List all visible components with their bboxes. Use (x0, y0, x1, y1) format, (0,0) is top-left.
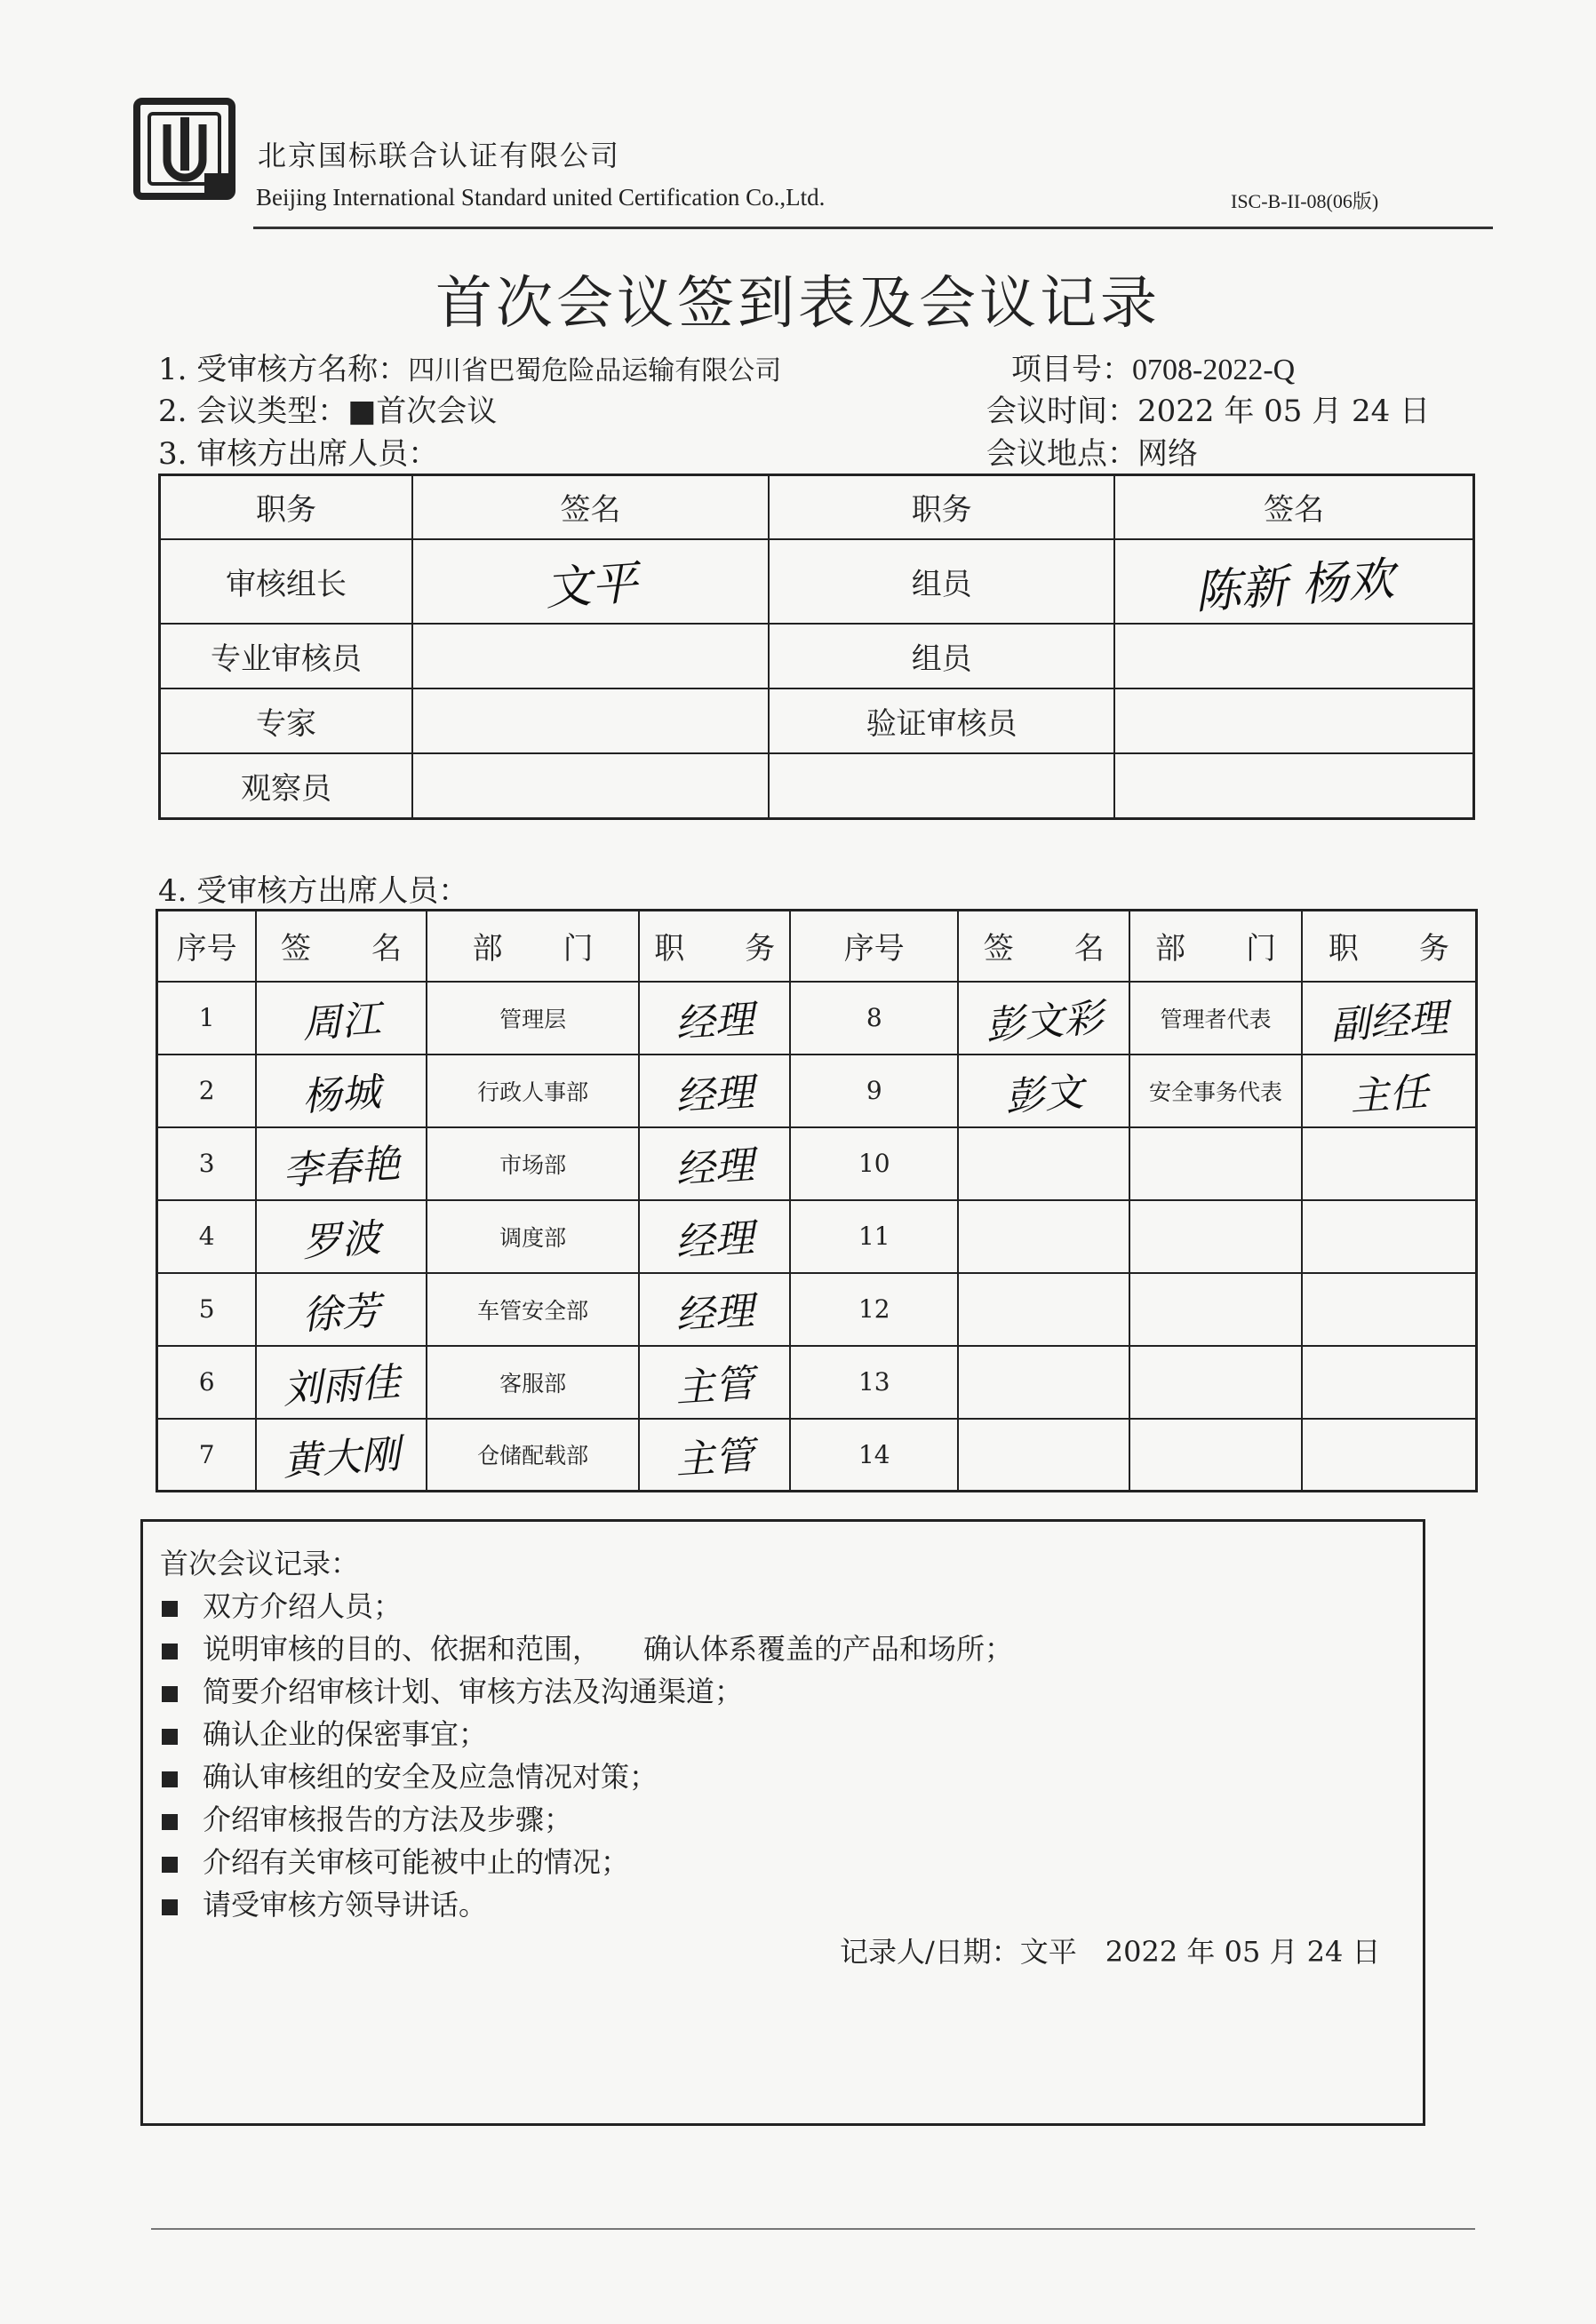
position-cell (639, 982, 790, 1055)
auditee-table-header (157, 911, 1477, 982)
header-cell: 签名 (1114, 475, 1473, 539)
table-row (160, 624, 1474, 688)
number-cell: 9 (790, 1055, 958, 1127)
auditee-name-value: 四川省巴蜀危险品运输有限公司 (408, 355, 782, 386)
record-list-item (162, 1840, 629, 1881)
record-item-text: 介绍审核报告的方法及步骤； (203, 1803, 573, 1836)
department-cell: 安全事务代表 (1129, 1055, 1302, 1127)
number-cell: 10 (790, 1127, 958, 1200)
signature: 彭文 (1003, 1069, 1085, 1120)
signature-cell (256, 1273, 427, 1346)
signature: 刘雨佳 (281, 1358, 402, 1413)
signature-cell (256, 1055, 427, 1127)
bullet-square-icon (162, 1814, 178, 1830)
department-cell (1129, 1419, 1302, 1492)
record-item-text: 确认企业的保密事宜； (203, 1717, 488, 1751)
signature-cell (412, 753, 769, 819)
header-cell: 职 务 (639, 911, 790, 982)
header-cell: 职务 (769, 475, 1114, 539)
role-cell: 审核组长 (160, 539, 412, 624)
auditor-table-header (160, 475, 1474, 539)
record-list-item (162, 1797, 572, 1838)
header-cell: 签 名 (256, 911, 427, 982)
header-cell: 部 门 (1129, 911, 1302, 982)
record-item-text: 请受审核方领导讲话。 (203, 1888, 488, 1922)
bullet-square-icon (162, 1899, 178, 1915)
department-cell: 管理者代表 (1129, 982, 1302, 1055)
position-cell (639, 1055, 790, 1127)
auditee-table-body (157, 982, 1477, 1492)
record-list-item (162, 1584, 402, 1625)
project-no-value: 0708-2022-Q (1132, 354, 1296, 386)
meeting-time-value: 2022 年 05 月 24 日 (1137, 394, 1431, 429)
header-cell: 职 务 (1302, 911, 1477, 982)
number-cell: 4 (157, 1200, 257, 1273)
position-handwritten: 经理 (674, 1214, 756, 1266)
department-cell (1129, 1200, 1302, 1273)
header-cell: 部 门 (427, 911, 639, 982)
record-item-text: 简要介绍审核计划、审核方法及沟通渠道； (203, 1675, 744, 1708)
signature-cell (958, 1055, 1129, 1127)
position-cell (639, 1419, 790, 1492)
department-cell (1129, 1346, 1302, 1419)
position-cell (639, 1127, 790, 1200)
meeting-place-line (986, 429, 1198, 473)
role-cell: 组员 (769, 624, 1114, 688)
position-cell (639, 1200, 790, 1273)
role-cell: 组员 (769, 539, 1114, 624)
record-list-item (162, 1755, 658, 1795)
signature: 李春艳 (281, 1140, 402, 1195)
meeting-type-value: 首次会议 (376, 394, 498, 429)
signature: 徐芳 (300, 1287, 383, 1339)
role-cell (769, 753, 1114, 819)
bullet-square-icon (162, 1771, 178, 1787)
company-name-cn: 北京国标联合认证有限公司 (258, 139, 621, 172)
record-item-text: 介绍有关审核可能被中止的情况； (203, 1845, 630, 1879)
role-cell: 观察员 (160, 753, 412, 819)
signature-cell (256, 982, 427, 1055)
signature-cell (256, 1127, 427, 1200)
record-item-text: 双方介绍人员； (203, 1589, 403, 1623)
signature-cell (1114, 539, 1473, 624)
signature-cell (958, 1273, 1129, 1346)
signature-cell (958, 1200, 1129, 1273)
project-no-label: 项目号： (1011, 352, 1132, 387)
bullet-square-icon (162, 1686, 178, 1702)
position-handwritten: 经理 (674, 1287, 756, 1339)
meeting-place-label: 会议地点： (986, 436, 1137, 472)
recorder-label: 记录人/日期： (840, 1935, 1020, 1969)
signature-cell (256, 1346, 427, 1419)
department-cell: 市场部 (427, 1127, 639, 1200)
department-cell: 仓储配载部 (427, 1419, 639, 1492)
signature-cell (256, 1200, 427, 1273)
project-no-line (1011, 345, 1295, 388)
signature: 文平 (542, 555, 639, 617)
department-cell: 客服部 (427, 1346, 639, 1419)
auditee-name-label: 1. 受审核方名称： (158, 352, 409, 387)
position-handwritten: 主管 (674, 1433, 756, 1484)
meeting-place-value: 网络 (1137, 436, 1198, 472)
signature: 彭文彩 (984, 994, 1105, 1049)
number-cell: 3 (157, 1127, 257, 1200)
header-cell: 序号 (790, 911, 958, 982)
position-cell (639, 1273, 790, 1346)
position-handwritten: 经理 (674, 1142, 756, 1193)
meeting-time-label: 会议时间： (986, 394, 1137, 429)
table-row (160, 688, 1474, 753)
signature: 杨城 (300, 1069, 383, 1120)
department-cell (1129, 1127, 1302, 1200)
company-name-en: Beijing International Standard united Certification Co.,Ltd. (256, 184, 826, 211)
meeting-record-title: 首次会议记录： (160, 1547, 360, 1580)
meeting-type-checkbox: ■ (347, 394, 377, 429)
isc-logo-icon (133, 98, 235, 200)
bullet-square-icon (162, 1601, 178, 1617)
number-cell: 5 (157, 1273, 257, 1346)
role-cell: 专业审核员 (160, 624, 412, 688)
signature: 罗波 (300, 1214, 383, 1266)
position-handwritten: 经理 (674, 996, 756, 1047)
table-row (157, 1200, 1477, 1273)
number-cell: 1 (157, 982, 257, 1055)
footer-divider (151, 2228, 1475, 2230)
signature-cell (958, 1346, 1129, 1419)
meeting-type-label: 2. 会议类型： (158, 394, 348, 429)
table-row (157, 1346, 1477, 1419)
auditor-attendees-label: 3. 审核方出席人员： (158, 436, 439, 472)
number-cell: 8 (790, 982, 958, 1055)
department-cell: 行政人事部 (427, 1055, 639, 1127)
role-cell: 验证审核员 (769, 688, 1114, 753)
header-cell: 签 名 (958, 911, 1129, 982)
recorder-line (840, 1930, 1381, 1970)
number-cell: 13 (790, 1346, 958, 1419)
position-cell (1302, 982, 1477, 1055)
table-row (157, 1127, 1477, 1200)
meeting-time-line (986, 386, 1430, 430)
auditee-attendance-table (156, 909, 1478, 1492)
role-cell: 专家 (160, 688, 412, 753)
record-list-item (162, 1882, 487, 1923)
position-cell (1302, 1273, 1477, 1346)
position-handwritten: 经理 (674, 1069, 756, 1120)
signature-cell (958, 1419, 1129, 1492)
signature-cell (1114, 624, 1473, 688)
record-list-item (162, 1712, 487, 1753)
record-item-text: 说明审核的目的、依据和范围， 确认体系覆盖的产品和场所； (203, 1632, 1014, 1666)
bullet-square-icon (162, 1729, 178, 1745)
signature: 陈新 杨欢 (1193, 552, 1396, 620)
bullet-square-icon (162, 1644, 178, 1659)
number-cell: 12 (790, 1273, 958, 1346)
department-cell: 车管安全部 (427, 1273, 639, 1346)
document-title: 首次会议签到表及会议记录 (435, 271, 1161, 337)
header-divider (253, 227, 1493, 229)
document-code: ISC-B-II-08(06版) (1231, 190, 1379, 212)
table-row (160, 753, 1474, 819)
position-handwritten: 副经理 (1329, 994, 1449, 1049)
signature: 周江 (300, 996, 383, 1047)
auditee-name-line (158, 345, 781, 388)
signature-cell (958, 1127, 1129, 1200)
signature-cell (256, 1419, 427, 1492)
position-handwritten: 主任 (1348, 1069, 1430, 1120)
position-cell (1302, 1055, 1477, 1127)
position-cell (1302, 1127, 1477, 1200)
auditor-attendance-table (158, 474, 1475, 820)
recorder-value: 文平 2022 年 05 月 24 日 (1019, 1935, 1381, 1969)
signature-cell (412, 624, 769, 688)
department-cell: 调度部 (427, 1200, 639, 1273)
table-row (160, 539, 1474, 624)
bullet-square-icon (162, 1857, 178, 1873)
signature: 黄大刚 (281, 1431, 402, 1485)
table-row (157, 1055, 1477, 1127)
header-cell: 职务 (160, 475, 412, 539)
signature-cell (412, 688, 769, 753)
signature-cell (1114, 688, 1473, 753)
number-cell: 14 (790, 1419, 958, 1492)
record-list-item (162, 1669, 743, 1710)
number-cell: 6 (157, 1346, 257, 1419)
auditee-attendees-label: 4. 受审核方出席人员： (158, 873, 469, 909)
table-row (157, 982, 1477, 1055)
table-row (157, 1419, 1477, 1492)
signature-cell (958, 982, 1129, 1055)
meeting-type-line (158, 386, 497, 430)
signature-cell (412, 539, 769, 624)
position-cell (1302, 1346, 1477, 1419)
position-handwritten: 主管 (674, 1360, 756, 1412)
number-cell: 7 (157, 1419, 257, 1492)
record-list-item (162, 1627, 1013, 1667)
record-item-text: 确认审核组的安全及应急情况对策； (203, 1760, 658, 1794)
position-cell (639, 1346, 790, 1419)
position-cell (1302, 1419, 1477, 1492)
number-cell: 2 (157, 1055, 257, 1127)
signature-cell (1114, 753, 1473, 819)
header-cell: 签名 (412, 475, 769, 539)
department-cell (1129, 1273, 1302, 1346)
position-cell (1302, 1200, 1477, 1273)
number-cell: 11 (790, 1200, 958, 1273)
department-cell: 管理层 (427, 982, 639, 1055)
table-row (157, 1273, 1477, 1346)
header-cell: 序号 (157, 911, 257, 982)
